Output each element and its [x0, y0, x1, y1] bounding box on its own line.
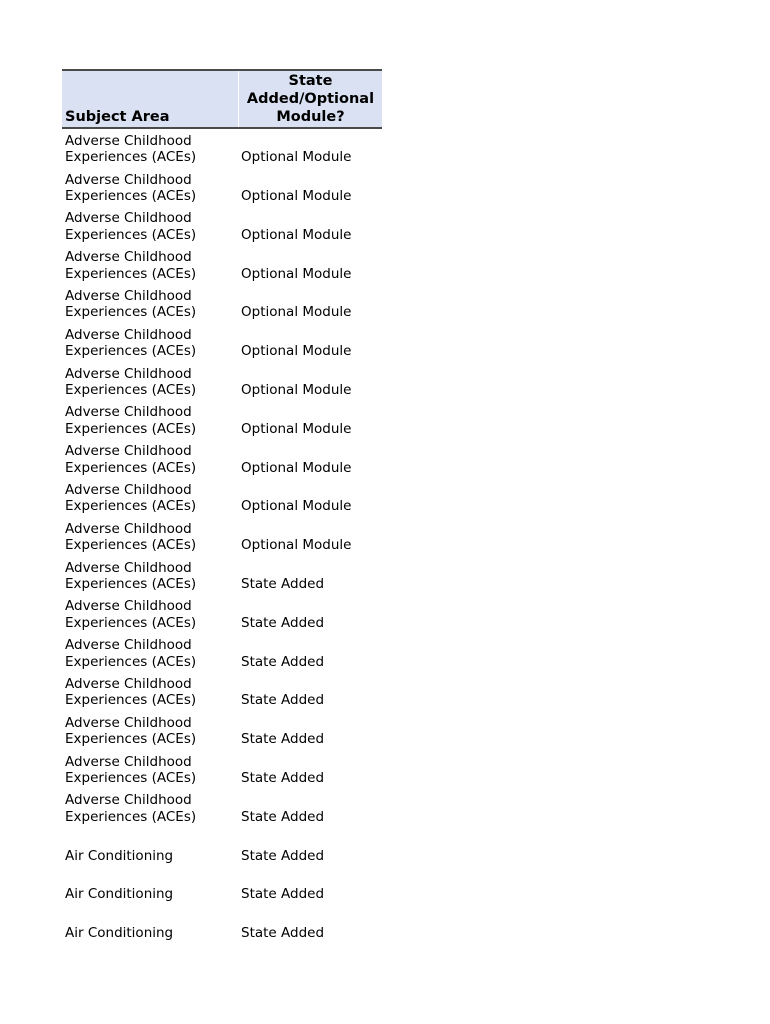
column-header-subject-area[interactable] — [62, 71, 239, 127]
subject-area-cell[interactable]: Adverse Childhood Experiences (ACEs) — [65, 753, 197, 787]
module-type-cell[interactable]: Optional Module — [241, 459, 352, 476]
subject-area-cell[interactable]: Adverse Childhood Experiences (ACEs) — [65, 714, 197, 748]
column-header-module[interactable] — [239, 71, 382, 127]
table-row — [62, 402, 382, 441]
subject-area-cell[interactable]: Adverse Childhood Experiences (ACEs) — [65, 210, 197, 243]
table-row — [62, 324, 382, 363]
module-type-cell[interactable]: Optional Module — [241, 382, 352, 399]
module-type-cell[interactable]: State Added — [241, 886, 325, 903]
subject-area-cell[interactable]: Adverse Childhood Experiences (ACEs) — [65, 404, 197, 437]
table-row — [62, 906, 382, 945]
module-type-cell[interactable]: Optional Module — [241, 537, 352, 554]
table-row — [62, 751, 382, 790]
table-row — [62, 867, 382, 906]
table-row — [62, 596, 382, 635]
subject-area-cell[interactable]: Adverse Childhood Experiences (ACEs) — [65, 326, 197, 360]
subject-area-cell[interactable]: Adverse Childhood Experiences (ACEs) — [65, 443, 197, 476]
table-row — [62, 634, 382, 673]
table-row — [62, 673, 382, 712]
table-row — [62, 208, 382, 247]
module-type-cell[interactable]: Optional Module — [241, 265, 352, 282]
table-row — [62, 712, 382, 751]
module-type-cell[interactable]: State Added — [241, 653, 325, 670]
table-row — [62, 440, 382, 479]
module-type-cell[interactable]: Optional Module — [241, 498, 352, 515]
module-type-cell[interactable]: Optional Module — [241, 188, 352, 205]
module-type-cell[interactable]: State Added — [241, 808, 325, 825]
table-row — [62, 790, 382, 829]
table-row — [62, 246, 382, 285]
column-header-subject-area-label: Subject Area — [65, 109, 170, 125]
subject-area-cell[interactable]: Adverse Childhood Experiences (ACEs) — [65, 365, 197, 399]
subject-area-cell[interactable]: Adverse Childhood Experiences (ACEs) — [65, 249, 197, 282]
module-type-cell[interactable]: State Added — [241, 925, 325, 942]
table-row — [62, 130, 382, 169]
table-row — [62, 285, 382, 324]
module-type-cell[interactable]: State Added — [241, 614, 325, 631]
module-type-cell[interactable]: State Added — [241, 847, 325, 864]
subject-area-cell[interactable]: Adverse Childhood Experiences (ACEs) — [65, 675, 197, 709]
subject-area-cell[interactable]: Adverse Childhood Experiences (ACEs) — [65, 637, 197, 670]
spreadsheet-table — [62, 69, 382, 945]
module-type-cell[interactable]: Optional Module — [241, 304, 352, 321]
module-type-cell[interactable]: State Added — [241, 576, 325, 593]
subject-area-cell[interactable]: Air Conditioning — [65, 886, 174, 903]
subject-area-cell[interactable]: Adverse Childhood Experiences (ACEs) — [65, 559, 197, 593]
module-type-cell[interactable]: Optional Module — [241, 226, 352, 243]
table-row — [62, 828, 382, 867]
module-type-cell[interactable]: Optional Module — [241, 149, 352, 166]
subject-area-cell[interactable]: Adverse Childhood Experiences (ACEs) — [65, 520, 197, 554]
table-body — [62, 130, 382, 945]
column-header-module-label: State Added/Optional Module? — [246, 73, 375, 125]
table-row — [62, 169, 382, 208]
subject-area-cell[interactable]: Adverse Childhood Experiences (ACEs) — [65, 481, 197, 515]
module-type-cell[interactable]: Optional Module — [241, 420, 352, 437]
subject-area-cell[interactable]: Air Conditioning — [65, 847, 174, 864]
module-type-cell[interactable]: State Added — [241, 770, 325, 787]
table-header — [62, 69, 382, 129]
table-row — [62, 363, 382, 402]
subject-area-cell[interactable]: Air Conditioning — [65, 925, 174, 942]
table-row — [62, 479, 382, 518]
module-type-cell[interactable]: State Added — [241, 731, 325, 748]
subject-area-cell[interactable]: Adverse Childhood Experiences (ACEs) — [65, 792, 197, 825]
subject-area-cell[interactable]: Adverse Childhood Experiences (ACEs) — [65, 287, 197, 321]
table-row — [62, 518, 382, 557]
module-type-cell[interactable]: Optional Module — [241, 343, 352, 360]
module-type-cell[interactable]: State Added — [241, 692, 325, 709]
subject-area-cell[interactable]: Adverse Childhood Experiences (ACEs) — [65, 598, 197, 631]
subject-area-cell[interactable]: Adverse Childhood Experiences (ACEs) — [65, 132, 197, 166]
table-row — [62, 557, 382, 596]
subject-area-cell[interactable]: Adverse Childhood Experiences (ACEs) — [65, 171, 197, 205]
